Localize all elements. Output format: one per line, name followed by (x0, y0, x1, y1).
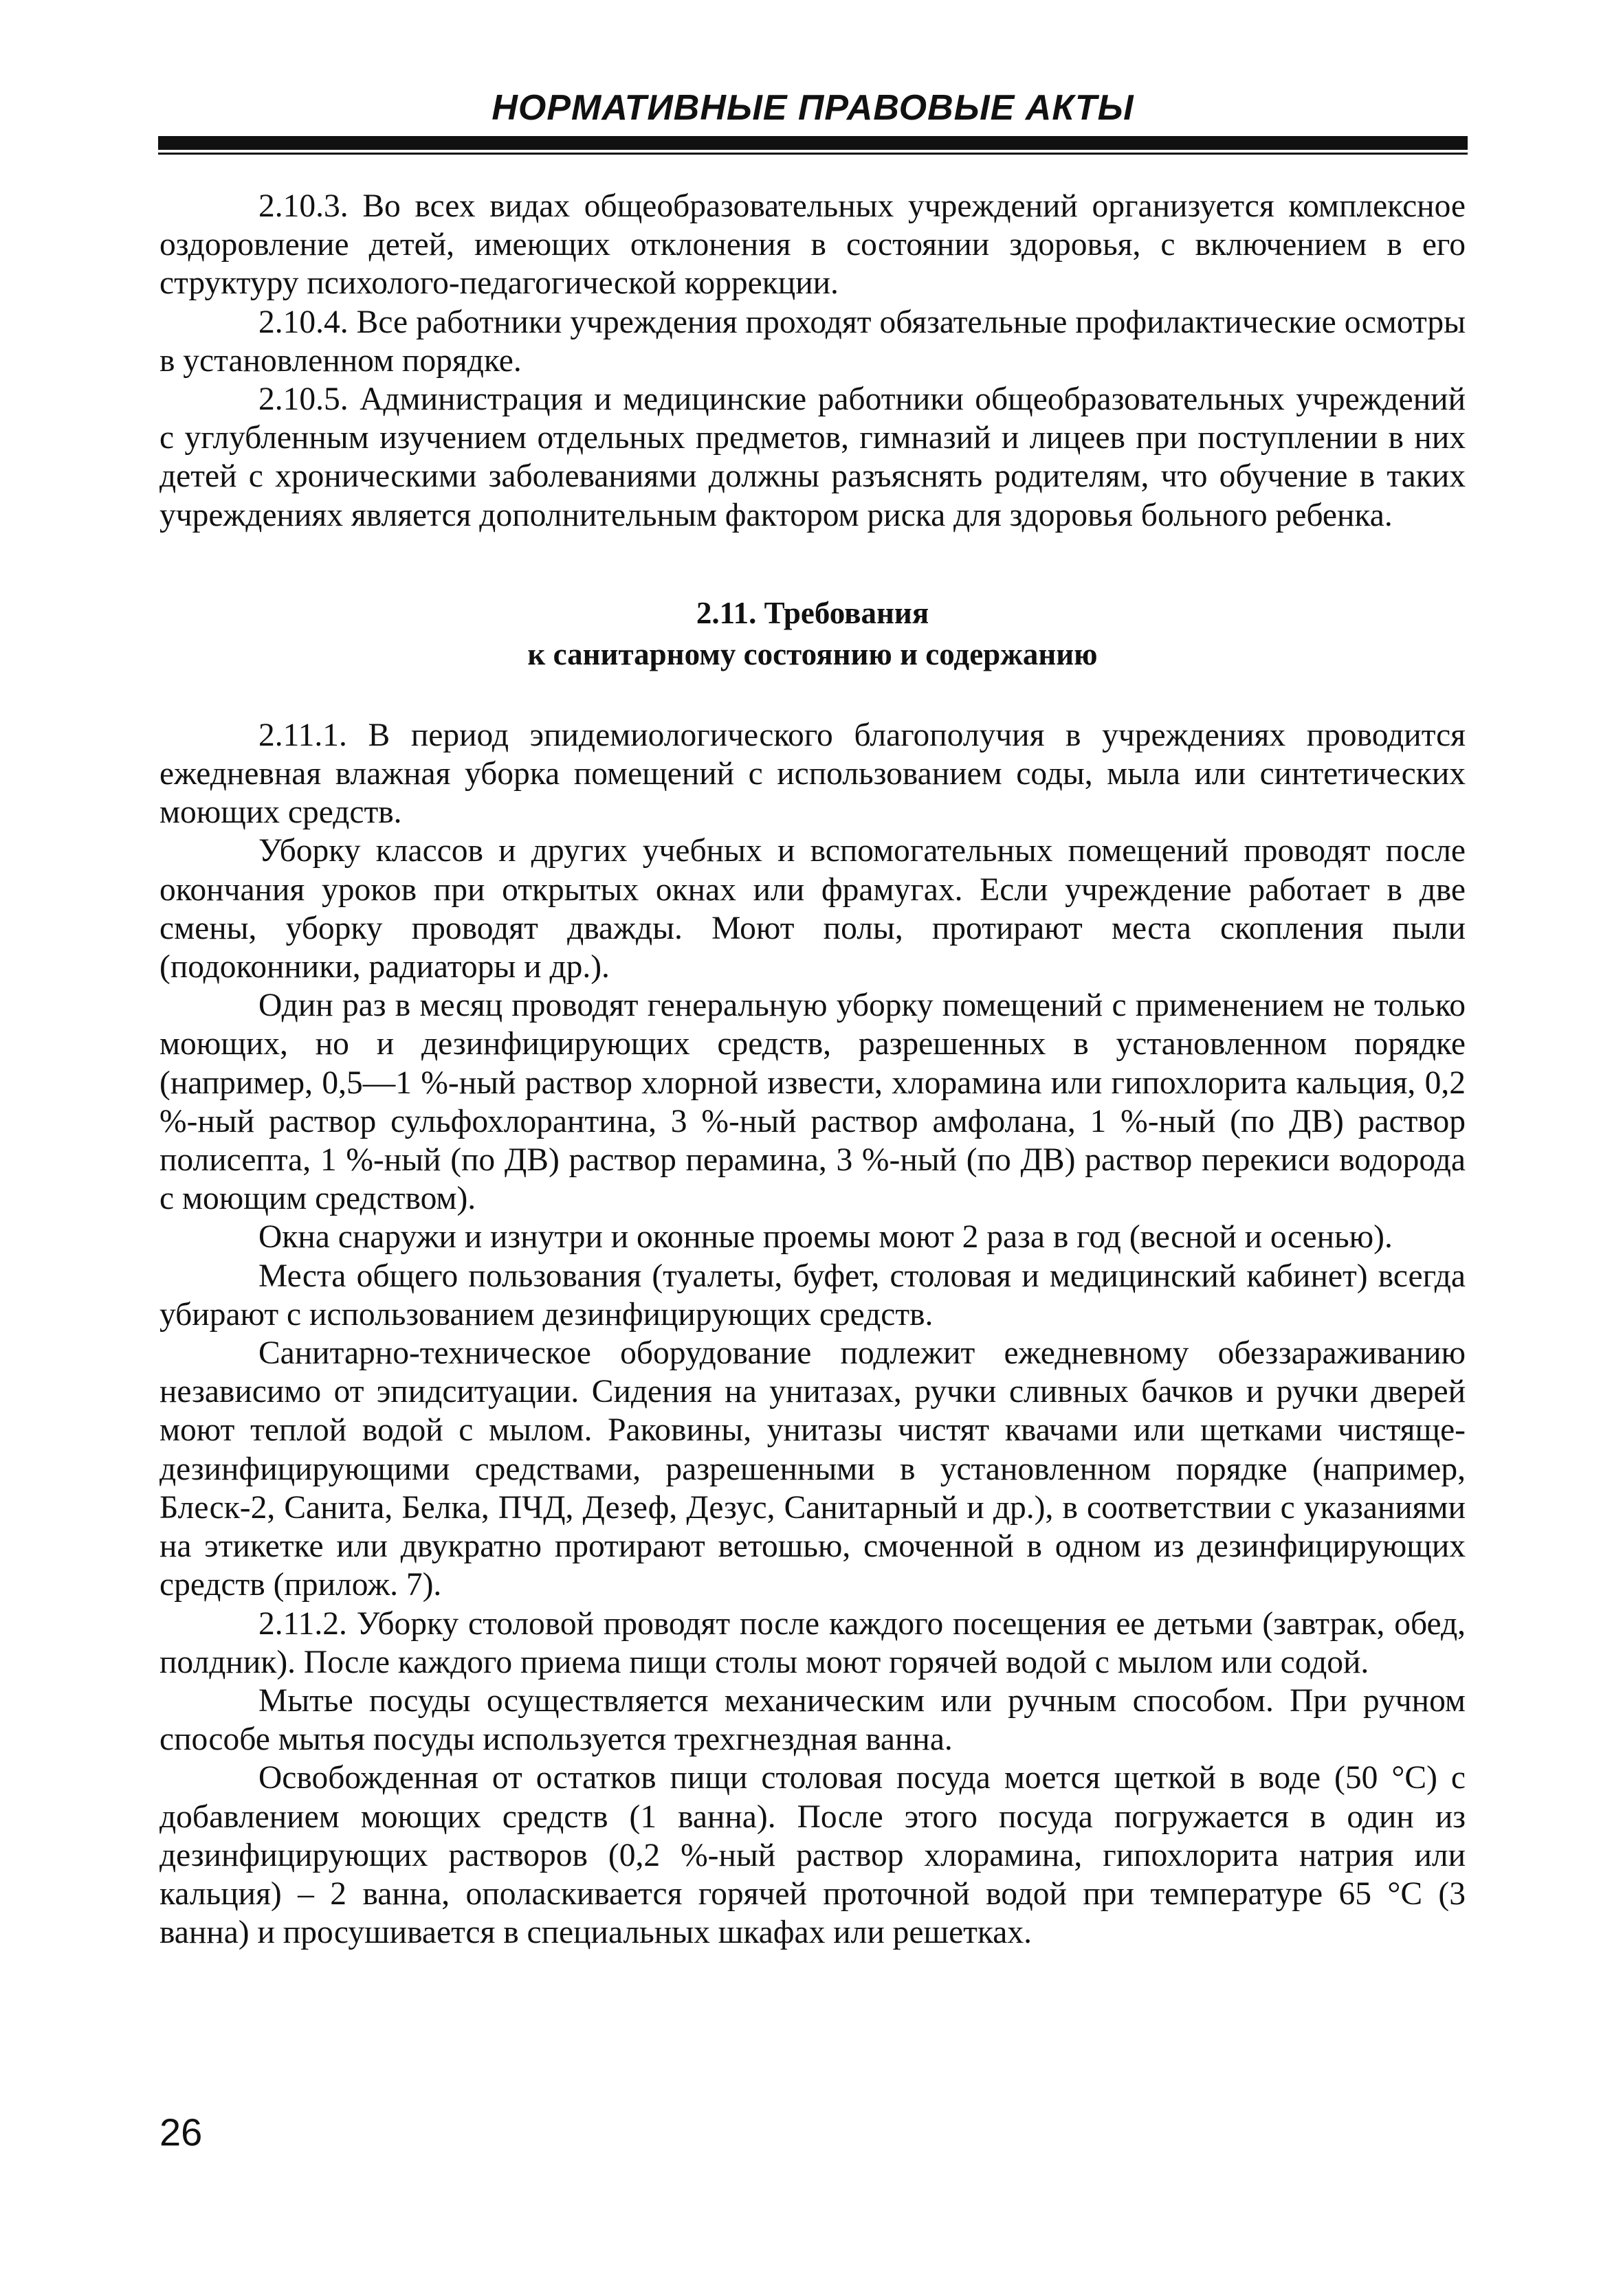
header-rule-thick (158, 136, 1468, 150)
paragraph-2-10-5: 2.10.5. Администрация и медицинские работники общеобразовательных учреждений с углубленным изучением отдельных предметов, гимназий и лицеев при поступлении в них детей с хроническими заболеваниями должны разъяснять родителям, что обучение в таких учреждениях является дополнительным фактором риска для здоровья больного ребенка. (159, 381, 1466, 533)
paragraph-windows: Окна снаружи и изнутри и оконные проемы моют 2 раза в год (весной и осенью). (258, 1219, 1393, 1256)
section-heading-line-2: к санитарному состоянию и содержанию (527, 636, 1098, 671)
paragraph-2-10-4: 2.10.4. Все работники учреждения проходят обязательные профилактические осмотры в установленном порядке. (159, 304, 1466, 379)
paragraph-sanitary-equipment: Санитарно-техническое оборудование подлежит ежедневному обеззараживанию независимо от эпидситуации. Сидения на унитазах, ручки сливных бачков и ручки дверей моют теплой водой с мылом. Раковины, унитазы чистят квачами или щетками чистяще-дезинфицирующими средствами, разрешенными в установленном порядке (например, Блеск-2, Санита, Белка, ПЧД, Дезеф, Дезус, Санитарный и др.), в соответствии с указаниями на этикетке или двукратно протирают ветошью, смоченной в одном из дезинфицирующих средств (прилож. 7). (159, 1335, 1466, 1603)
section-heading-line-1: 2.11. Требования (696, 595, 929, 630)
document-body (159, 187, 1466, 1952)
paragraph-general-cleaning: Один раз в месяц проводят генеральную уборку помещений с применением не только моющих, но и дезинфицирующих средств, разрешенных в установленном порядке (например, 0,5—1 %-ный раствор хлорной извести, хлорамина или гипохлорита кальция, 0,2 %-ный раствор сульфохлорантина, 3 %-ный раствор амфолана, 1 %-ный (по ДВ) раствор полисепта, 1 %-ный (по ДВ) раствор перамина, 3 %-ный (по ДВ) раствор перекиси водорода с моющим средством). (159, 988, 1466, 1217)
paragraph-2-11-1: 2.11.1. В период эпидемиологического благополучия в учреждениях проводится ежедневная влажная уборка помещений с использованием соды, мыла или синтетических моющих средств. (159, 717, 1466, 831)
paragraph-common-areas: Места общего пользования (туалеты, буфет, столовая и медицинский кабинет) всегда убирают с использованием дезинфицирующих средств. (159, 1258, 1466, 1333)
page-number: 26 (159, 2110, 203, 2154)
section-heading-2-11 (159, 592, 1466, 675)
paragraph-2-11-2: 2.11.2. Уборку столовой проводят после каждого посещения ее детьми (завтрак, обед, полдник). После каждого приема пищи столы моют горячей водой с мылом или содой. (159, 1605, 1466, 1680)
header-rule-thin (158, 153, 1468, 155)
paragraph-2-10-3: 2.10.3. Во всех видах общеобразовательных учреждений организуется комплексное оздоровление детей, имеющих отклонения в состоянии здоровья, с включением в его структуру психолого-педагогической коррекции. (159, 188, 1466, 302)
paragraph-dishwashing-process: Освобожденная от остатков пищи столовая посуда моется щеткой в воде (50 °С) с добавлением моющих средств (1 ванна). После этого посуда погружается в один из дезинфицирующих растворов (0,2 %-ный раствор хлорамина, гипохлорита натрия или кальция) – 2 ванна, ополаскивается горячей проточной водой при температуре 65 °С (3 ванна) и просушивается в специальных шкафах или решетках. (159, 1760, 1466, 1951)
header-title: НОРМАТИВНЫЕ ПРАВОВЫЕ АКТЫ (492, 88, 1134, 128)
running-header (158, 82, 1468, 133)
paragraph-classroom-cleaning: Уборку классов и других учебных и вспомогательных помещений проводят после окончания уроков при открытых окнах или фрамугах. Если учреждение работает в две смены, уборку проводят дважды. Моют полы, протирают места скопления пыли (подоконники, радиаторы и др.). (159, 833, 1466, 985)
paragraph-dishwashing-method: Мытье посуды осуществляется механическим или ручным способом. При ручном способе мытья посуды используется трехгнездная ванна. (159, 1682, 1466, 1758)
